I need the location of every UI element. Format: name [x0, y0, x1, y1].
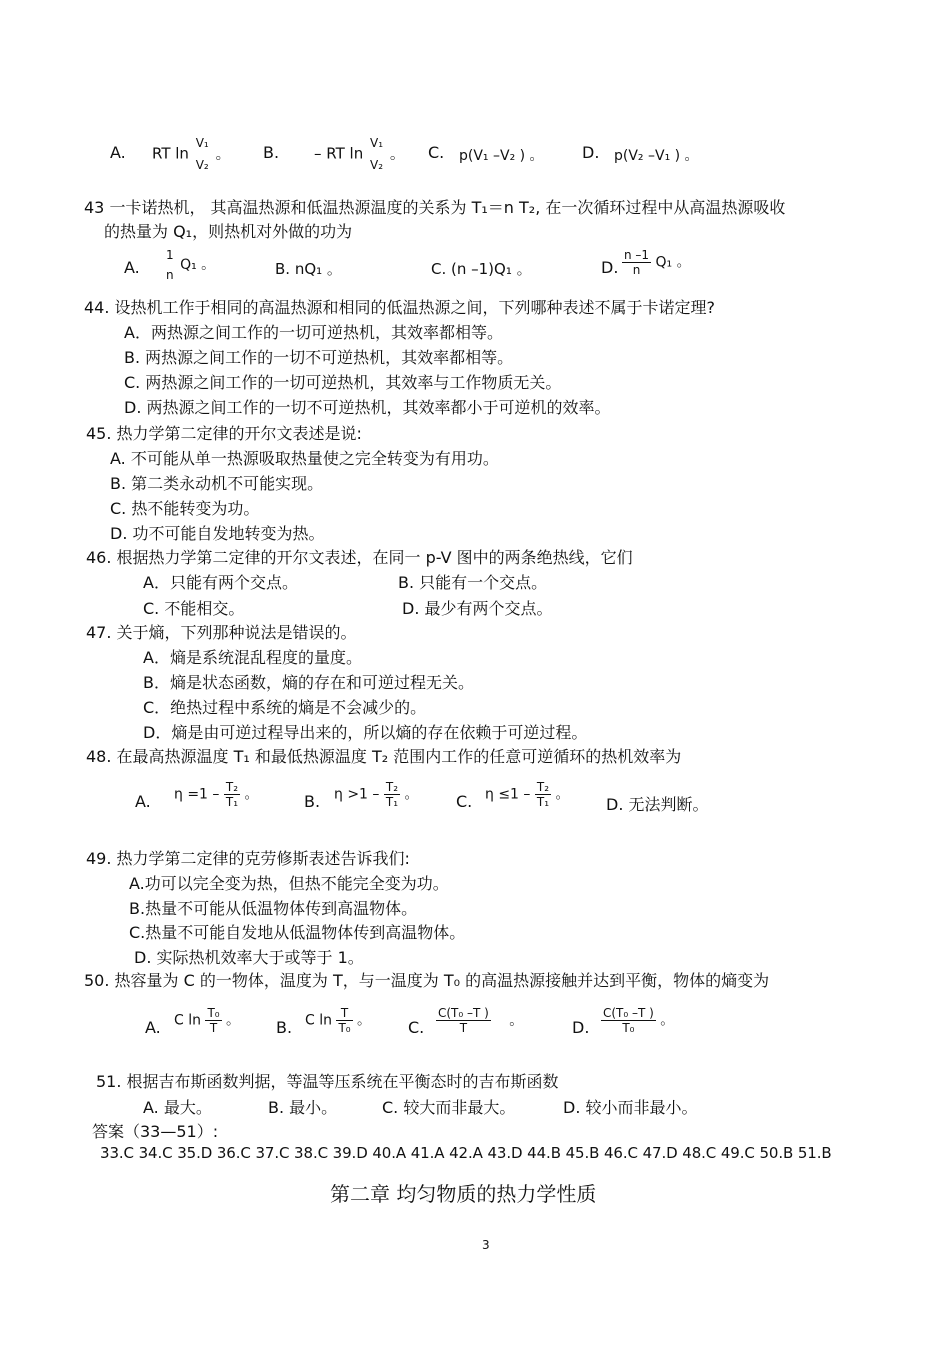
q42-b-label: B.	[263, 143, 280, 162]
q42-a-expr: RT ln V₁ V₂ 。	[152, 136, 231, 172]
q46-option-d: D. 最少有两个交点。	[402, 599, 553, 618]
q51-option-c: C. 较大而非最大。	[382, 1098, 516, 1117]
q42-c-label: C.	[428, 143, 445, 162]
q43-a-expr: 1 n Q₁ 。	[166, 248, 216, 282]
q42-d-expr: p(V₂ –V₁ ) 。	[614, 148, 699, 164]
q48-c-label: C.	[456, 792, 473, 811]
q44-option-d: D. 两热源之间工作的一切不可逆热机，其效率都小于可逆机的效率。	[124, 398, 611, 417]
q50-b-expr: C ln $\frac{T}{\text{T₀}}$ 。	[305, 1006, 372, 1035]
q45-option-c: C. 热不能转变为功。	[110, 499, 260, 518]
q42-d-label: D.	[582, 143, 600, 162]
q50-a-label: A.	[145, 1018, 161, 1037]
q47-option-b: B．熵是状态函数，熵的存在和可逆过程无关。	[143, 673, 474, 692]
q49-option-d: D. 实际热机效率大于或等于 1。	[134, 948, 364, 967]
q42-c-expr: p(V₁ –V₂ ) 。	[459, 148, 544, 164]
q49-option-b: B.热量不可能从低温物体传到高温物体。	[129, 899, 418, 918]
q51-option-b: B. 最小。	[268, 1098, 338, 1117]
q48-b-expr: η >1 – $\frac{\text{T₂}}{\text{T₁}}$ 。	[334, 780, 419, 809]
q44-option-c: C. 两热源之间工作的一切可逆热机，其效率与工作物质无关。	[124, 373, 562, 392]
answers-label: 答案（33—51）:	[92, 1122, 219, 1141]
q45-option-b: B. 第二类永动机不可能实现。	[110, 474, 324, 493]
q47-option-a: A．熵是系统混乱程度的量度。	[143, 648, 362, 667]
q47-stem: 47. 关于熵，下列那种说法是错误的。	[86, 623, 357, 642]
q50-d-expr: $\frac{\text{C(T₀ –T )}}{\text{T₀}}$ 。	[603, 1006, 675, 1035]
q50-c-label: C.	[408, 1018, 425, 1037]
q51-option-d: D. 较小而非最小。	[563, 1098, 698, 1117]
q42-a-label: A.	[110, 143, 126, 162]
q45-option-d: D. 功不可能自发地转变为热。	[110, 524, 325, 543]
q48-stem: 48. 在最高热源温度 T₁ 和最低热源温度 T₂ 范围内工作的任意可逆循环的热机效率为	[86, 747, 682, 766]
q50-d-label: D.	[572, 1018, 590, 1037]
q43-b: B. nQ₁ 。	[275, 260, 342, 278]
q46-option-c: C. 不能相交。	[143, 599, 245, 618]
q42-b-expr: – RT ln V₁ V₂ 。	[314, 136, 405, 172]
q46-option-a: A．只能有两个交点。	[143, 573, 298, 592]
q43-c: C. (n –1)Q₁ 。	[431, 260, 532, 278]
q51-stem: 51. 根据吉布斯函数判据，等温等压系统在平衡态时的吉布斯函数	[96, 1072, 559, 1091]
q50-a-expr: C ln $\frac{\text{T₀}}{T}$ 。	[174, 1006, 241, 1035]
q48-a-expr: η =1 – $\frac{\text{T₂}}{\text{T₁}}$ 。	[174, 780, 259, 809]
q48-c-expr: η ≤1 – $\frac{\text{T₂}}{\text{T₁}}$ 。	[485, 780, 570, 809]
q47-option-c: C．绝热过程中系统的熵是不会减少的。	[143, 698, 427, 717]
q46-option-b: B. 只能有一个交点。	[398, 573, 548, 592]
q49-stem: 49. 热力学第二定律的克劳修斯表述告诉我们:	[86, 849, 410, 868]
q49-option-c: C.热量不可能自发地从低温物体传到高温物体。	[129, 923, 466, 942]
q47-option-d: D．熵是由可逆过程导出来的，所以熵的存在依赖于可逆过程。	[143, 723, 588, 742]
q45-stem: 45. 热力学第二定律的开尔文表述是说:	[86, 424, 362, 443]
q43-a-label: A.	[124, 258, 140, 277]
q50-c-expr: $\frac{\text{C(T₀ –T )}}{T}$ 。	[438, 1006, 524, 1035]
chapter-title: 第二章 均匀物质的热力学性质	[330, 1182, 597, 1206]
q50-stem: 50. 热容量为 C 的一物体，温度为 T，与一温度为 T₀ 的高温热源接触并达到平衡，物体的熵变为	[84, 971, 770, 990]
page-number: 3	[482, 1238, 490, 1252]
answers-list: 33.C 34.C 35.D 36.C 37.C 38.C 39.D 40.A 41.A 42.A 43.D 44.B 45.B 46.C 47.D 48.C 49.C 50.B 51.B	[100, 1144, 832, 1162]
q46-stem: 46. 根据热力学第二定律的开尔文表述，在同一 p-V 图中的两条绝热线，它们	[86, 548, 633, 567]
q48-option-d: D. 无法判断。	[606, 795, 709, 814]
q43-d-label: D.	[601, 258, 619, 277]
q44-stem: 44. 设热机工作于相同的高温热源和相同的低温热源之间，下列哪种表述不属于卡诺定理?	[84, 298, 716, 317]
q51-option-a: A. 最大。	[143, 1098, 212, 1117]
q49-option-a: A.功可以完全变为热，但热不能完全变为功。	[129, 874, 449, 893]
q44-option-a: A．两热源之间工作的一切可逆热机，其效率都相等。	[124, 323, 503, 342]
q43-stem-line1: 43 一卡诺热机， 其高温热源和低温热源温度的关系为 T₁＝n T₂, 在一次循环过程中从高温热源吸收	[84, 198, 786, 217]
q48-a-label: A.	[135, 792, 151, 811]
q50-b-label: B.	[276, 1018, 293, 1037]
q43-stem-line2: 的热量为 Q₁，则热机对外做的功为	[104, 222, 353, 241]
q44-option-b: B. 两热源之间工作的一切不可逆热机，其效率都相等。	[124, 348, 514, 367]
q45-option-a: A. 不可能从单一热源吸取热量使之完全转变为有用功。	[110, 449, 499, 468]
q48-b-label: B.	[304, 792, 321, 811]
q43-d-expr: $\frac{n -1}{n}$ Q₁ 。	[624, 248, 691, 277]
